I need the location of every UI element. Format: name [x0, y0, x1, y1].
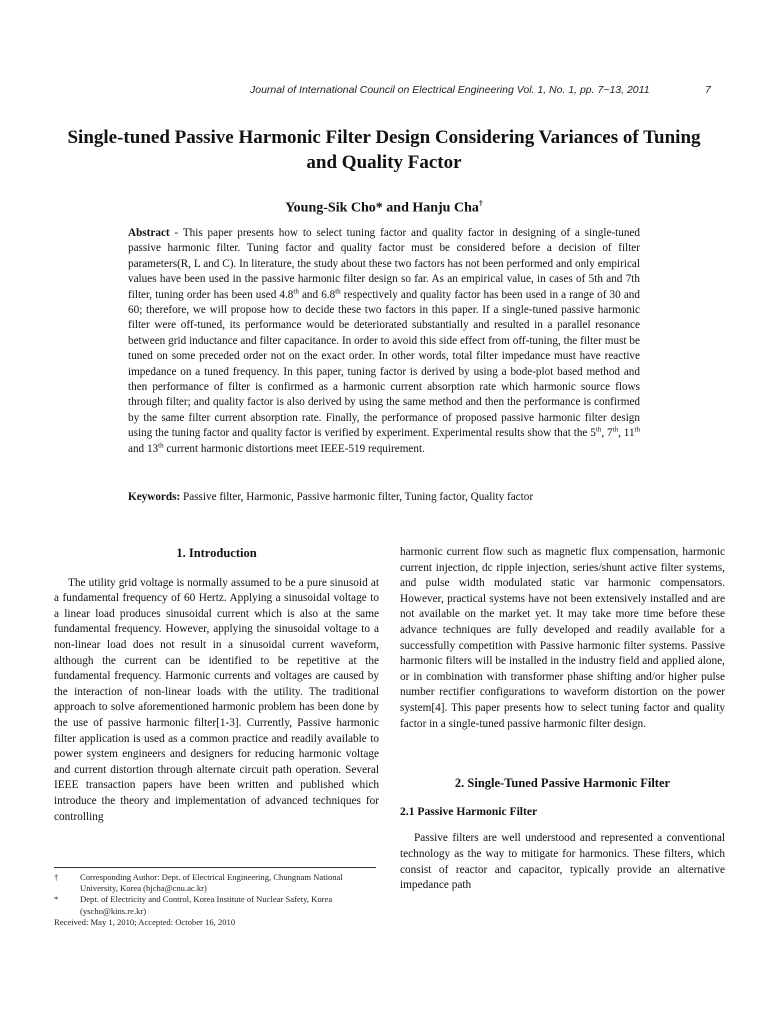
keywords-text: Passive filter, Harmonic, Passive harmonic filter, Tuning factor, Quality factor	[180, 491, 534, 503]
footnote-rule	[54, 867, 376, 868]
footnote-text: Dept. of Electricity and Control, Korea Institute of Nuclear Safety, Korea (yscho@kins.re.kr)	[80, 894, 333, 916]
abstract-sup: th	[335, 286, 341, 295]
subsection-paragraph: Passive filters are well understood and represented a conventional technology as the way to mitigate for harmonics. These filters, which consist of reactor and capacitor, typically provide an alternative impedance path	[400, 832, 725, 892]
intro-continuation-paragraph: harmonic current flow such as magnetic flux compensation, harmonic current injection, dc ripple injection, series/shunt active filter systems, and pulse width modulated static var harmonic compensators. However, practical systems have not been extensively installed and are not available on the market yet. It may take more time before these advance techniques are fully developed and readily available for a successfully competition with Passive harmonic filter systems. Passive harmonic filters will be installed in the industry field and applied alone, or in combination with transformer phase shifting and/or higher pulse number rectifier configurations to waveform distortion on the power system[4]. This paper presents how to select tuning factor and quality factor in a single-tuned passive harmonic filter design.	[400, 546, 725, 730]
footnote-mark: †	[54, 872, 59, 882]
abstract-text: , 7	[601, 427, 613, 440]
abstract-sup: th	[634, 425, 640, 434]
section-heading-introduction: 1. Introduction	[176, 546, 257, 560]
author-mark: †	[478, 199, 483, 208]
footnote-text: Corresponding Author: Dept. of Electrical Engineering, Chungnam National University, Korea (hjcha@cnu.ac.kr)	[80, 872, 343, 894]
running-head: Journal of International Council on Electrical Engineering Vol. 1, No. 1, pp. 7~13, 2011	[250, 84, 650, 96]
section-heading-single-tuned-filter: 2. Single-Tuned Passive Harmonic Filter	[454, 776, 671, 791]
authors	[0, 199, 768, 217]
footnotes	[54, 872, 379, 928]
abstract-text: current harmonic distortions meet IEEE-519 requirement.	[163, 442, 425, 455]
right-column	[400, 545, 725, 894]
abstract-sup: th	[158, 440, 164, 449]
keywords-label: Keywords:	[128, 491, 181, 503]
abstract-sup: th	[612, 425, 619, 434]
abstract	[128, 226, 640, 457]
abstract-sup: th	[595, 425, 602, 434]
intro-paragraph: The utility grid voltage is normally assumed to be a pure sinusoid at a fundamental frequency of 60 Hertz. Applying a sinusoidal voltage to a linear load produces sinusoidal current which is also at the same fundamental frequency. However, applying the sinusoidal voltage to a non-linear load does not result in a sinusoidal current waveform, although the current can be identified to be repetitive at the fundamental frequency. Harmonic currents and voltages are caused by the interaction of non-linear loads with the utility. The traditional approach to solve aforementioned harmonic problem has been done by the use of passive harmonic filter[1-3]. Currently, Passive harmonic filter application is used as a common practice and readily available to power system engineers and designers for reducing harmonic voltage and current distortion through alternate circuit path operation. Several IEEE transaction papers have been written and published which introduce the theory and implementation of advanced techniques for controlling	[54, 576, 379, 823]
footnote-corresponding	[54, 872, 379, 894]
abstract-text: , 11	[618, 427, 635, 440]
abstract-text: and 13	[128, 442, 159, 455]
abstract-text: - This paper presents how to select tuning factor and quality factor in designing of a single-tuned passive harmonic filter. Tuning factor and quality factor must be considered before a decision of filter parameters(R, L and C). In literature, the study about these two factors has not been performed and only empirical values have been used in the passive harmonic filter design so far. As an empirical value, in cases of 5th and 7th filter, tuning order has been used 4.8	[128, 227, 640, 301]
abstract-sup: th	[293, 286, 299, 295]
abstract-text: and 6.8	[298, 288, 336, 301]
abstract-label: Abstract	[128, 227, 170, 239]
page-number: 7	[705, 84, 711, 96]
paper-title: Single-tuned Passive Harmonic Filter Design Considering Variances of Tuning and Quality Factor	[67, 127, 701, 173]
footnote-affiliation	[54, 894, 379, 916]
subsection-heading-passive-filter: 2.1 Passive Harmonic Filter	[400, 804, 538, 818]
author-names: Young-Sik Cho* and Hanju Cha	[285, 200, 479, 216]
received-date: Received: May 1, 2010; Accepted: October 16, 2010	[54, 916, 236, 927]
left-column	[54, 546, 379, 825]
keywords	[128, 490, 640, 505]
abstract-text: respectively and quality factor has been used in a range of 30 and 60; therefore, we will propose how to decide these two factors in this paper. If a single-tuned passive harmonic filter were off-tuned, its performance would be deteriorated substantially and resulted in a parallel resonance between grid inductance and filter capacitance. In order to avoid this side effect from off-tuning, the filter must be tuned on some preceded order not on the exact order. In other words, total filter impedance must have reactive impedance on a tuned frequency. In this paper, tuning factor is derived by using a bode-plot based method and then performance of filter is confirmed as a harmonic current absorption rate which harmonic source flows through filter; and quality factor is also derived by using the same method and then the performance is confirmed by the same filter current absorption rate. Finally, the performance of proposed passive harmonic filter design using the tuning factor and quality factor is verified by experiment. Experimental results show that the 5	[128, 288, 640, 440]
footnote-mark: *	[54, 894, 59, 905]
